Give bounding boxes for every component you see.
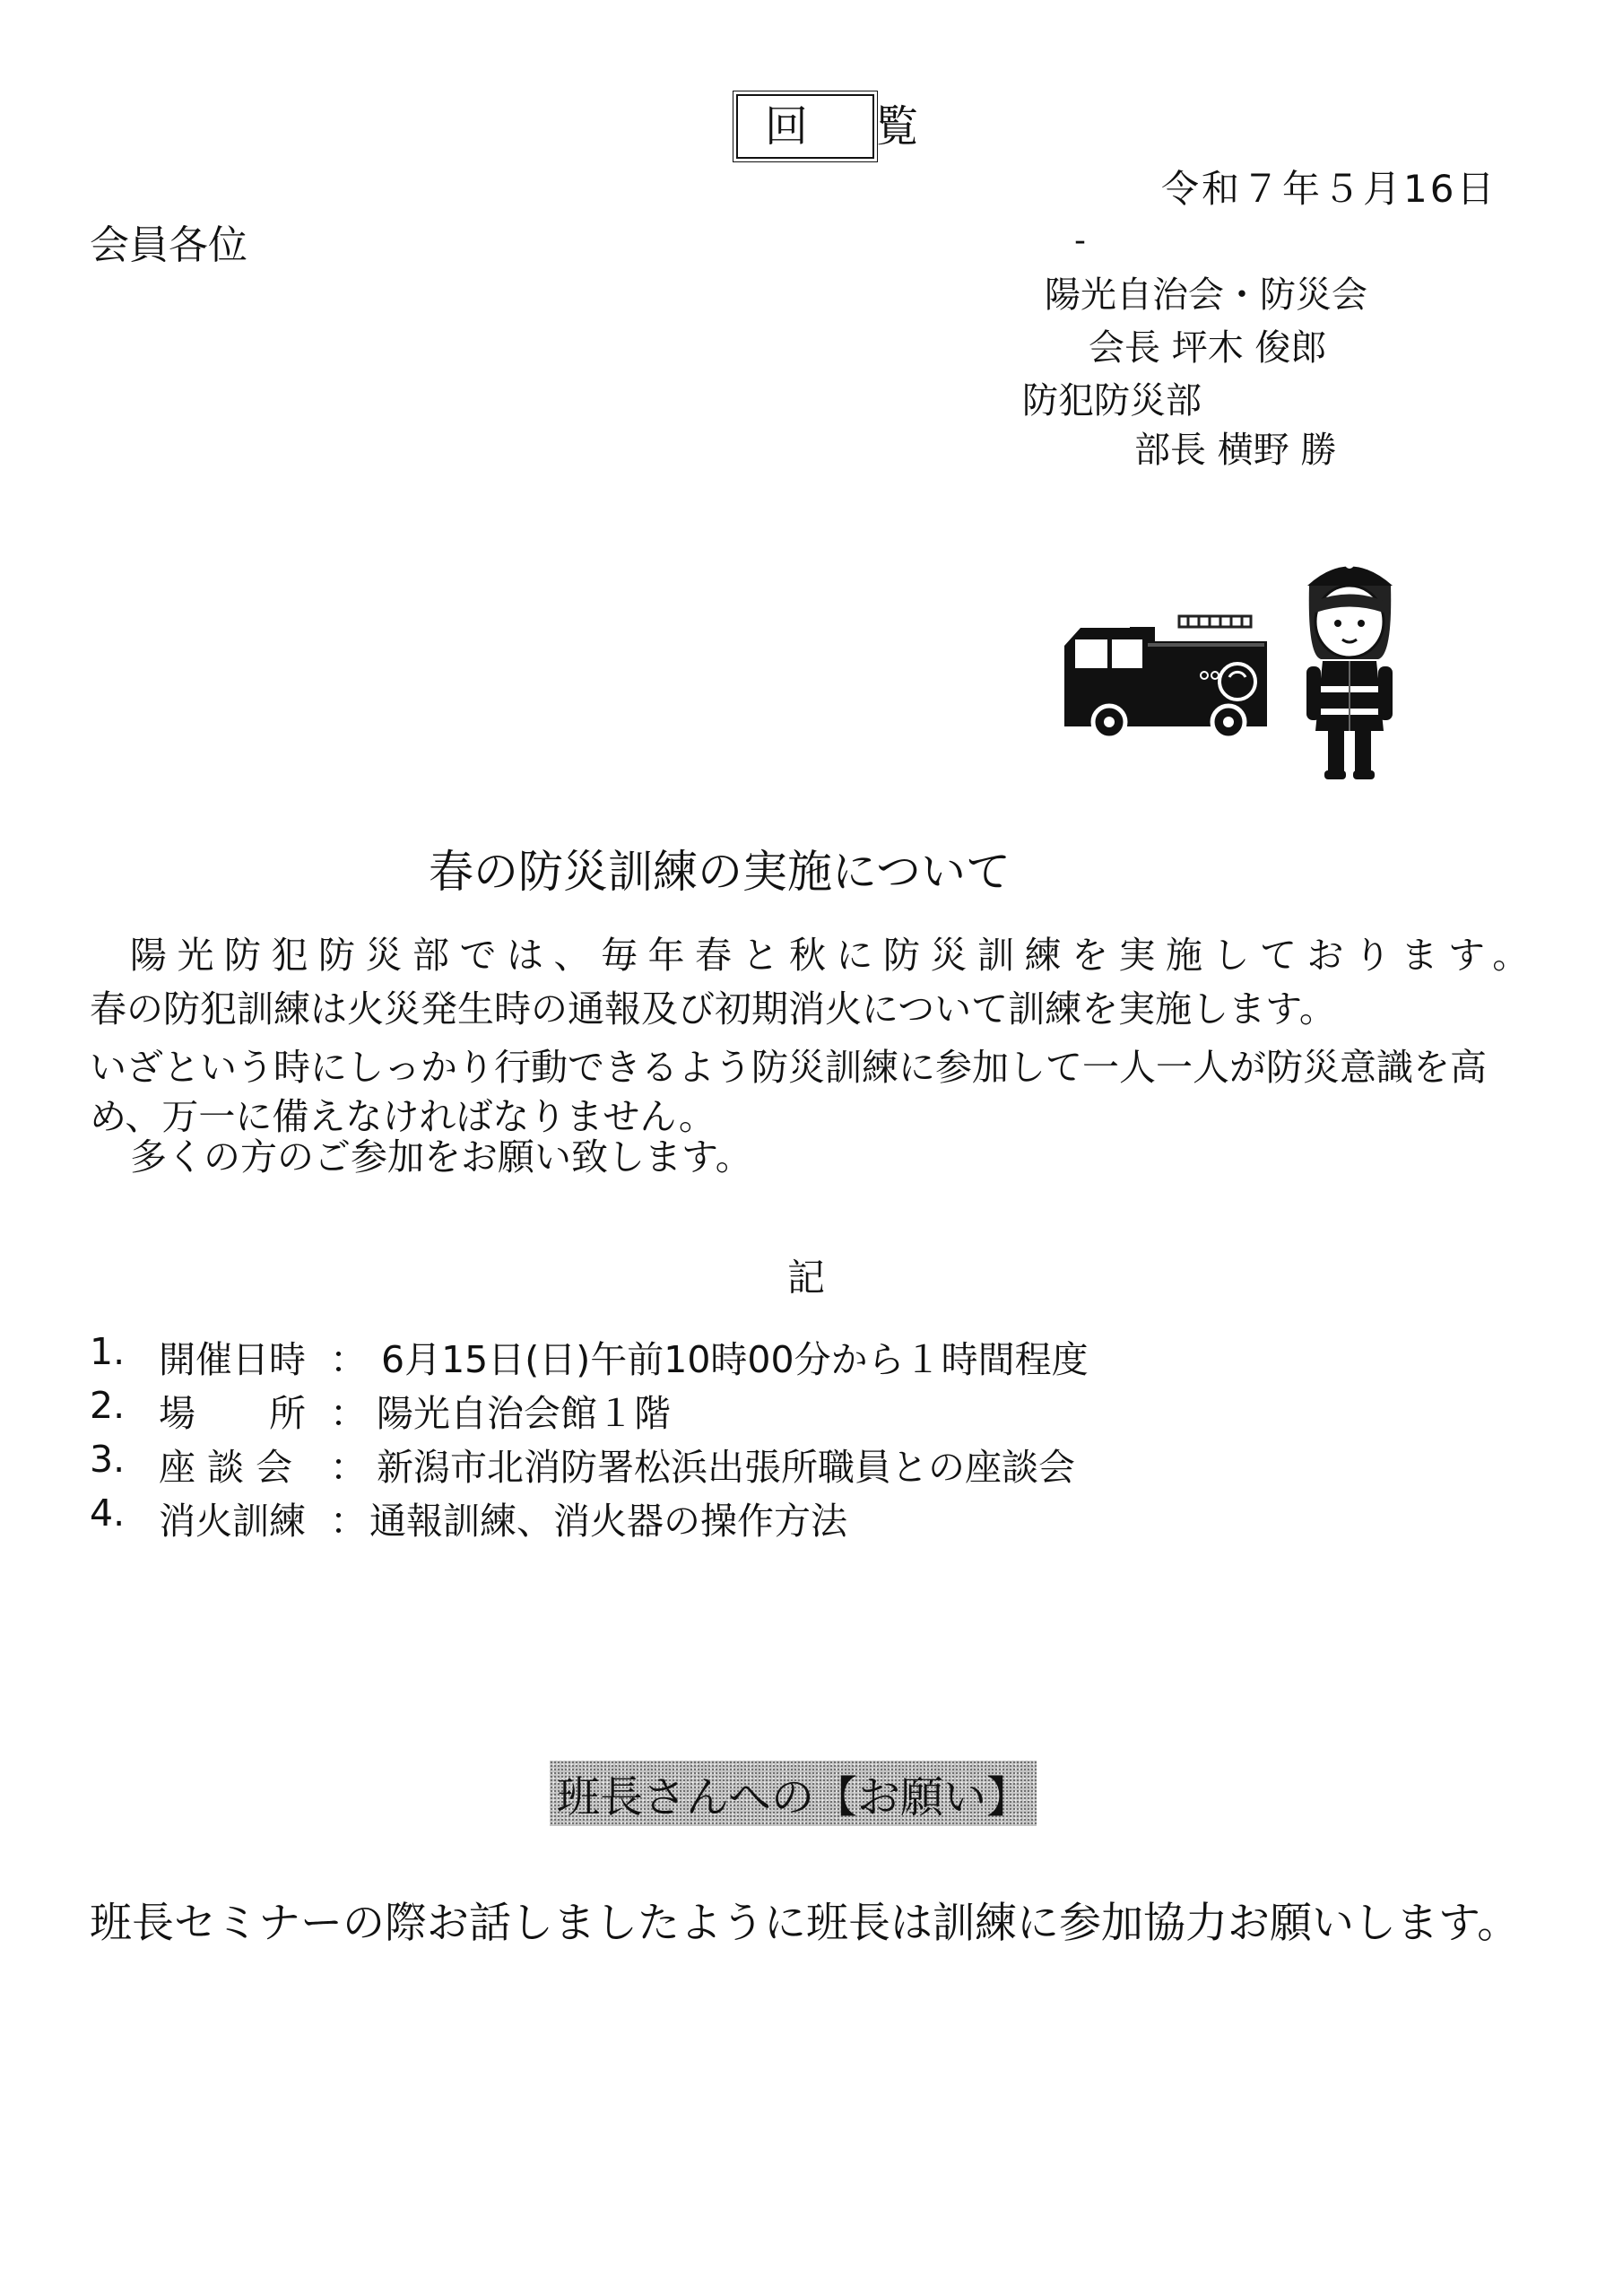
document-date: 令和７年５月16日 — [1161, 167, 1497, 211]
sender-department-head: 部長 横野 勝 — [1134, 430, 1337, 471]
illustration — [1054, 552, 1412, 785]
item-colon: ： — [330, 1500, 367, 1543]
document-title: 春の防災訓練の実施について — [429, 846, 1011, 898]
item-value: 6月15日(日)午前10時00分から１時間程度 — [381, 1338, 1089, 1381]
addressee: 会員各位 — [90, 222, 247, 268]
body-line: 陽光防犯防災部では、毎年春と秋に防災訓練を実施しております。 — [130, 934, 1540, 977]
firefighter-girl-icon — [1306, 560, 1393, 779]
body-line: 春の防犯訓練は火災発生時の通報及び初期消火について訓練を実施します。 — [90, 987, 1336, 1031]
item-value: 新潟市北消防署松浜出張所職員との座談会 — [377, 1446, 1075, 1489]
request-text: 班長セミナーの際お話しましたように班長は訓練に参加協力お願いします。 — [90, 1899, 1520, 1948]
item-colon: ： — [330, 1392, 367, 1435]
circulation-stamp: 回 覧 — [736, 94, 874, 159]
sender-organization: 陽光自治会・防災会 — [1045, 274, 1367, 316]
body-line: いざという時にしっかり行動できるよう防災訓練に参加して一人一人が防災意識を高 — [90, 1046, 1487, 1089]
sender-president: 会長 坪木 俊郎 — [1089, 327, 1327, 369]
body-line: め、万一に備えなければなりません。 — [90, 1095, 716, 1138]
ki-marker: 記 — [787, 1256, 826, 1300]
item-label: 場 所 — [159, 1392, 306, 1435]
item-label: 開催日時 — [159, 1338, 306, 1381]
item-number: 3. — [90, 1438, 126, 1481]
request-heading: 班長さんへの【お願い】 — [550, 1761, 1037, 1826]
item-number: 1. — [90, 1330, 126, 1373]
item-number: 4. — [90, 1492, 126, 1535]
item-colon: ： — [330, 1446, 367, 1489]
sender-department: 防犯防災部 — [1022, 380, 1202, 422]
item-number: 2. — [90, 1384, 126, 1427]
body-line: 多くの方のご参加をお願い致します。 — [130, 1135, 752, 1178]
item-value: 通報訓練、消火器の操作方法 — [369, 1500, 847, 1543]
fire-truck-icon — [1064, 616, 1267, 738]
stray-mark: - — [1074, 222, 1086, 259]
item-label: 消火訓練 — [159, 1500, 306, 1543]
item-label: 座 談 会 — [159, 1446, 293, 1489]
item-value: 陽光自治会館１階 — [377, 1392, 671, 1435]
item-colon: ： — [330, 1338, 367, 1381]
